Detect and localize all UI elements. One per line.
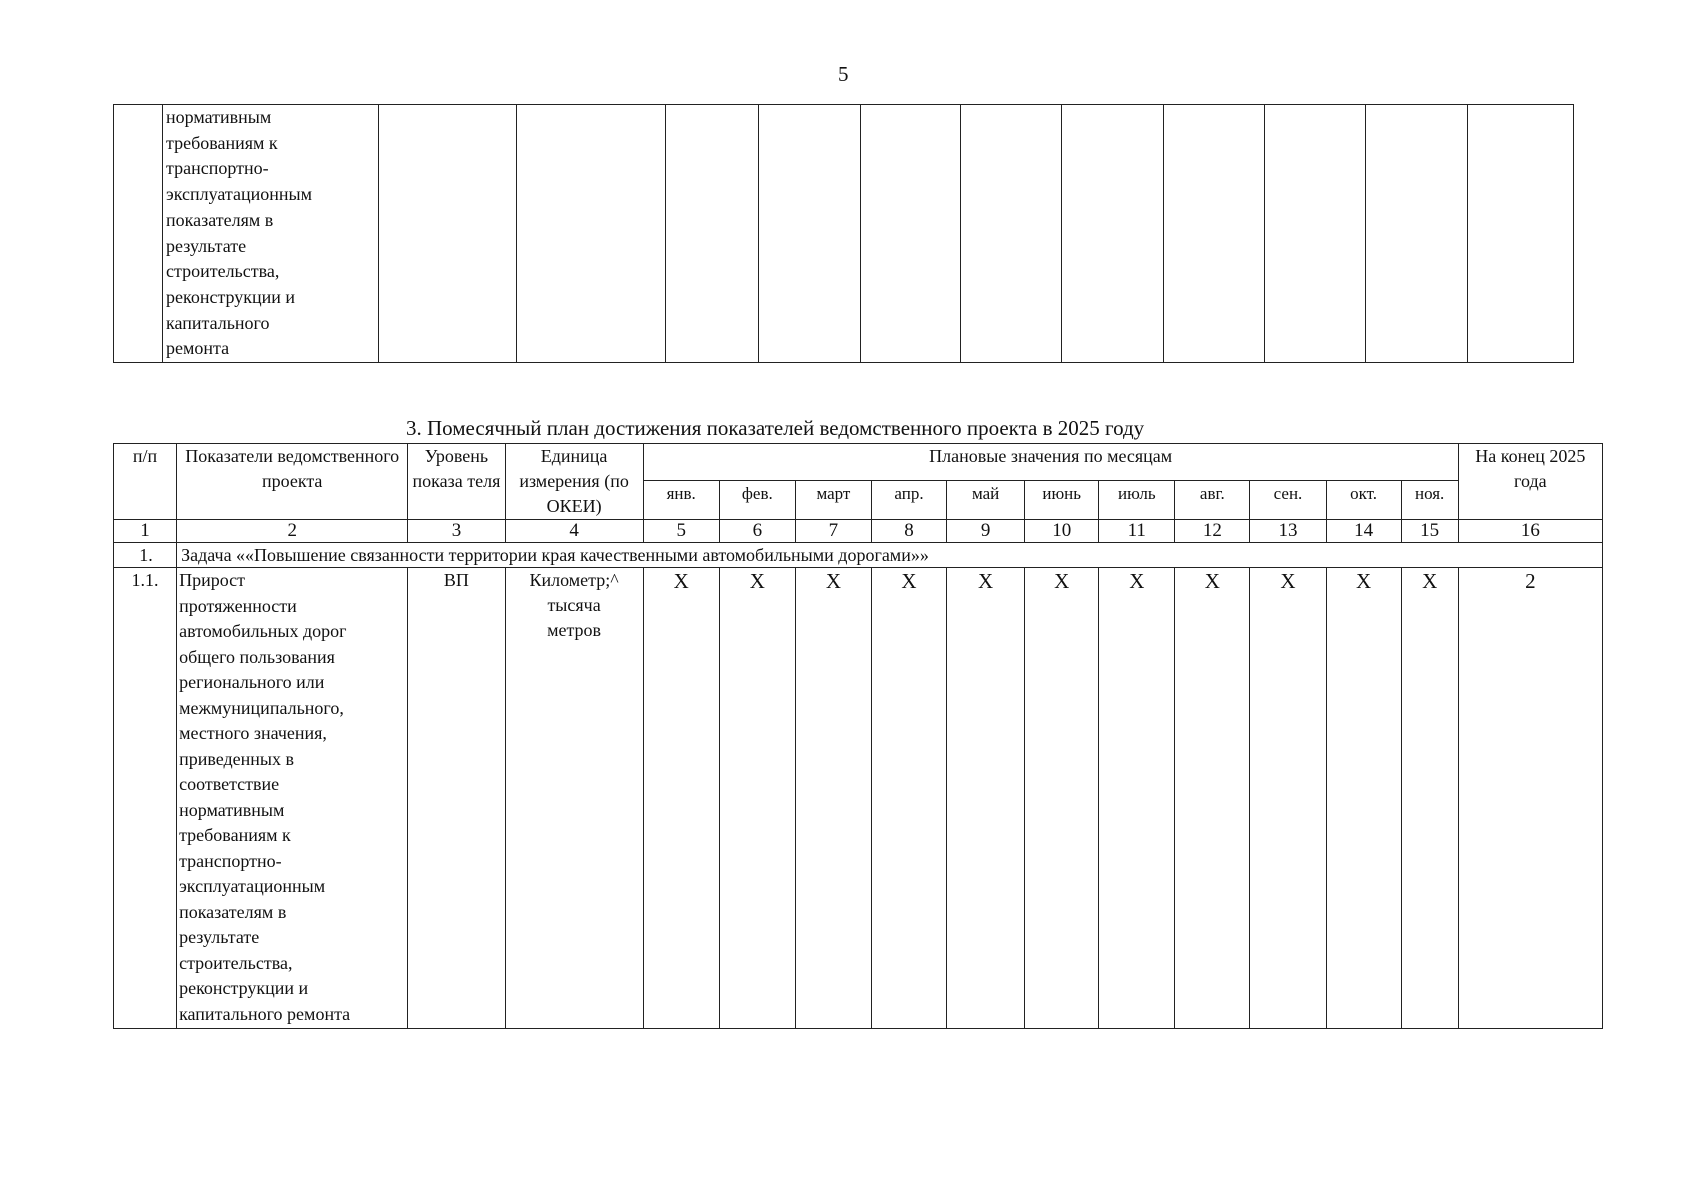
header-indicator: Показатели ведомственного проекта	[177, 444, 408, 520]
continuation-empty-cell	[379, 105, 517, 363]
column-number: 8	[871, 520, 946, 543]
continuation-empty-cell	[1468, 105, 1574, 363]
row-indicator: Прирост протяженности автомобильных дорог общего пользования регионального или межмуниципального, местного значения, приведенных в соответствие нормативным требованиям к транспортно- эксплуатационным показателям в результате строительства, реконструкции и капитального ремонта	[177, 568, 408, 1029]
row-month-value: X	[643, 568, 719, 1029]
column-number: 4	[505, 520, 643, 543]
row-month-value: X	[871, 568, 946, 1029]
header-row	[114, 444, 1603, 481]
continuation-empty-cell	[1366, 105, 1468, 363]
column-number: 9	[947, 520, 1025, 543]
column-number: 6	[719, 520, 795, 543]
column-number: 10	[1025, 520, 1099, 543]
continuation-table	[113, 104, 1574, 363]
continuation-indicator-cell: нормативным требованиям к транспортно- эксплуатационным показателям в результате строительства, реконструкции и капитального ремонта	[163, 105, 379, 363]
task-row	[114, 543, 1603, 568]
column-number: 2	[177, 520, 408, 543]
header-level: Уровень показа теля	[408, 444, 505, 520]
monthly-plan-table	[113, 443, 1603, 1029]
column-number: 3	[408, 520, 505, 543]
continuation-empty-cell	[1062, 105, 1164, 363]
column-number: 12	[1175, 520, 1250, 543]
row-month-value: X	[1326, 568, 1401, 1029]
column-number: 5	[643, 520, 719, 543]
header-month: май	[947, 481, 1025, 520]
column-number: 13	[1250, 520, 1326, 543]
header-end-of-year: На конец 2025 года	[1458, 444, 1602, 520]
column-number: 14	[1326, 520, 1401, 543]
row-month-value: X	[1175, 568, 1250, 1029]
header-month: сен.	[1250, 481, 1326, 520]
continuation-row	[114, 105, 1574, 363]
header-unit: Единица измерения (по ОКЕИ)	[505, 444, 643, 520]
header-month: март	[795, 481, 871, 520]
row-num: 1.1.	[114, 568, 177, 1029]
column-number: 11	[1099, 520, 1175, 543]
row-level: ВП	[408, 568, 505, 1029]
header-planned: Плановые значения по месяцам	[643, 444, 1458, 481]
row-month-value: X	[1401, 568, 1458, 1029]
task-text: Задача ««Повышение связанности территории края качественными автомобильными дорогами»»	[177, 543, 1603, 568]
row-month-value: X	[1099, 568, 1175, 1029]
row-unit: Километр;^ тысяча метров	[505, 568, 643, 1029]
continuation-num-cell	[114, 105, 163, 363]
header-month: окт.	[1326, 481, 1401, 520]
continuation-empty-cell	[861, 105, 961, 363]
task-num: 1.	[114, 543, 177, 568]
section-title: 3. Помесячный план достижения показателей ведомственного проекта в 2025 году	[406, 416, 1145, 440]
row-end-of-year-value: 2	[1458, 568, 1602, 1029]
continuation-empty-cell	[1164, 105, 1265, 363]
header-month: ноя.	[1401, 481, 1458, 520]
column-number: 16	[1458, 520, 1602, 543]
column-number-row	[114, 520, 1603, 543]
row-month-value: X	[719, 568, 795, 1029]
page-number: 5	[838, 62, 849, 86]
header-month: июль	[1099, 481, 1175, 520]
column-number: 15	[1401, 520, 1458, 543]
row-month-value: X	[947, 568, 1025, 1029]
row-month-value: X	[1025, 568, 1099, 1029]
row-month-value: X	[1250, 568, 1326, 1029]
continuation-empty-cell	[1265, 105, 1366, 363]
continuation-empty-cell	[759, 105, 861, 363]
column-number: 1	[114, 520, 177, 543]
header-month: апр.	[871, 481, 946, 520]
row-month-value: X	[795, 568, 871, 1029]
continuation-empty-cell	[961, 105, 1062, 363]
header-month: янв.	[643, 481, 719, 520]
table-row	[114, 568, 1603, 1029]
header-month: фев.	[719, 481, 795, 520]
column-number: 7	[795, 520, 871, 543]
continuation-empty-cell	[517, 105, 666, 363]
header-num: п/п	[114, 444, 177, 520]
header-month: авг.	[1175, 481, 1250, 520]
continuation-empty-cell	[666, 105, 759, 363]
header-month: июнь	[1025, 481, 1099, 520]
